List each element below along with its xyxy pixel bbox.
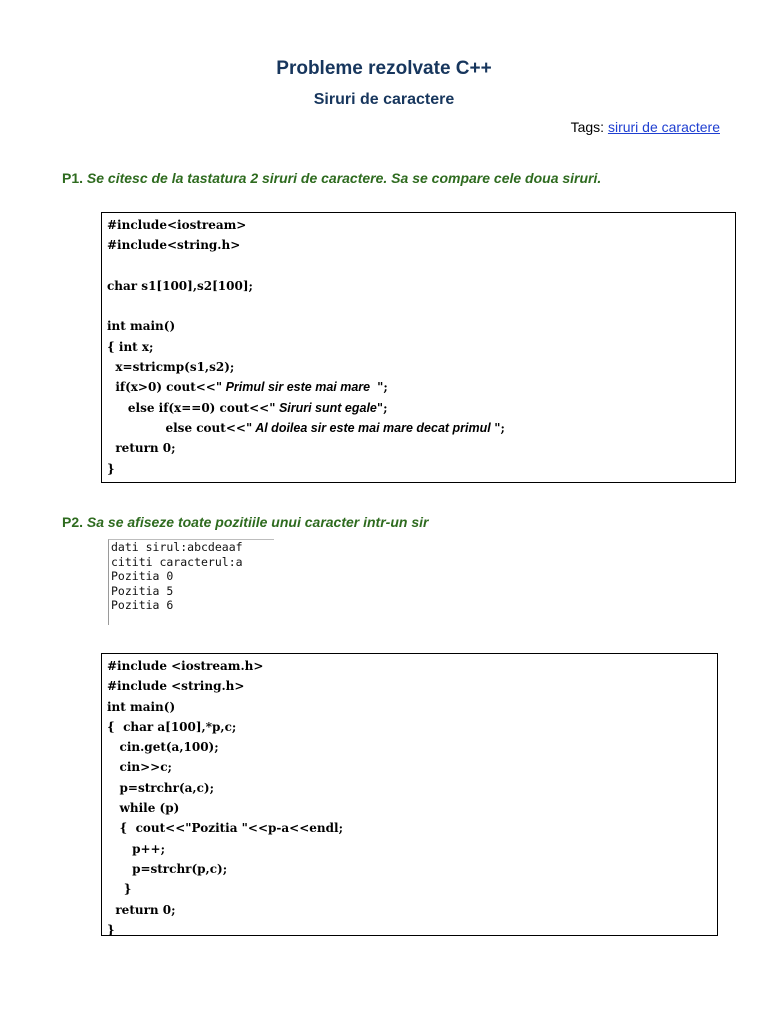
tags-line bbox=[571, 119, 720, 135]
problem-1-statement: Se citesc de la tastatura 2 siruri de caractere. Sa se compare cele doua siruri. bbox=[86, 170, 602, 186]
problem-1-heading bbox=[62, 170, 601, 186]
console-output-screenshot bbox=[108, 539, 274, 625]
code-line bbox=[107, 296, 735, 316]
tag-link-siruri-de-caractere[interactable]: siruri de caractere bbox=[607, 119, 720, 135]
code-text: char s1[100],s2[100]; bbox=[107, 278, 253, 293]
code-line bbox=[107, 256, 735, 276]
code-block-problem-2 bbox=[101, 653, 718, 936]
code-line bbox=[107, 276, 735, 296]
problem-1-number: P1. bbox=[62, 170, 84, 186]
code-line: p=strchr(a,c); bbox=[107, 780, 214, 795]
tags-label: Tags: bbox=[570, 119, 605, 135]
code-string-literal: Al doilea sir este mai mare decat primul bbox=[252, 420, 495, 435]
code-line: p++; bbox=[107, 841, 165, 856]
code-line bbox=[107, 459, 735, 479]
code-text-after: "; bbox=[376, 400, 388, 415]
document-title: Probleme rezolvate C++ bbox=[276, 58, 492, 79]
code-line bbox=[107, 215, 735, 235]
code-line: } bbox=[107, 882, 132, 897]
code-line: p=strchr(p,c); bbox=[107, 861, 228, 876]
code-block-problem-1 bbox=[101, 212, 736, 483]
code-line bbox=[107, 337, 735, 357]
code-line: return 0; bbox=[107, 902, 176, 917]
code-line: #include <string.h> bbox=[107, 679, 245, 694]
problem-2-number: P2. bbox=[62, 514, 84, 530]
console-line: cititi caracterul:a bbox=[111, 554, 243, 569]
code-text: { int x; bbox=[107, 339, 154, 354]
console-line: Pozitia 0 bbox=[111, 569, 174, 583]
console-line: dati sirul:abcdeaaf bbox=[111, 540, 243, 554]
code-text: #include<string.h> bbox=[107, 238, 241, 253]
code-line: cin.get(a,100); bbox=[107, 740, 219, 755]
problem-2-statement: Sa se afiseze toate pozitiile unui caracter intr-un sir bbox=[86, 514, 429, 530]
code-line: while (p) bbox=[107, 801, 180, 816]
code-line: { cout<<"Pozitia "<<p-a<<endl; bbox=[107, 821, 344, 836]
code-text: x=stricmp(s1,s2); bbox=[107, 360, 235, 375]
code-string-literal: Siruri sunt egale bbox=[275, 400, 377, 415]
code-text: int main() bbox=[107, 319, 176, 334]
code-line: } bbox=[107, 922, 115, 937]
problem-2-heading bbox=[62, 514, 428, 530]
console-line: Pozitia 5 bbox=[111, 583, 174, 598]
code-text-after: "; bbox=[494, 420, 505, 435]
code-line bbox=[107, 357, 735, 377]
code-line bbox=[107, 438, 735, 458]
code-text: #include<iostream> bbox=[107, 218, 247, 232]
code-line bbox=[107, 398, 735, 418]
code-string-literal: Primul sir este mai mare bbox=[222, 380, 378, 395]
code-text: else if(x==0) cout<<" bbox=[107, 400, 276, 415]
code-line: int main() bbox=[107, 699, 176, 714]
code-line bbox=[107, 377, 735, 397]
document-subtitle: Siruri de caractere bbox=[313, 91, 455, 108]
console-line: Pozitia 6 bbox=[111, 598, 174, 612]
code-text: else cout<<" bbox=[107, 420, 253, 435]
code-line bbox=[107, 316, 735, 336]
code-text-after: "; bbox=[377, 380, 388, 395]
code-line: #include <iostream.h> bbox=[107, 659, 264, 673]
code-text: if(x>0) cout<<" bbox=[107, 380, 223, 395]
code-line bbox=[107, 235, 735, 255]
code-line bbox=[107, 418, 735, 438]
code-line: cin>>c; bbox=[107, 760, 172, 775]
code-text: } bbox=[107, 461, 115, 476]
code-text: return 0; bbox=[107, 441, 176, 456]
code-line: { char a[100],*p,c; bbox=[107, 719, 237, 734]
